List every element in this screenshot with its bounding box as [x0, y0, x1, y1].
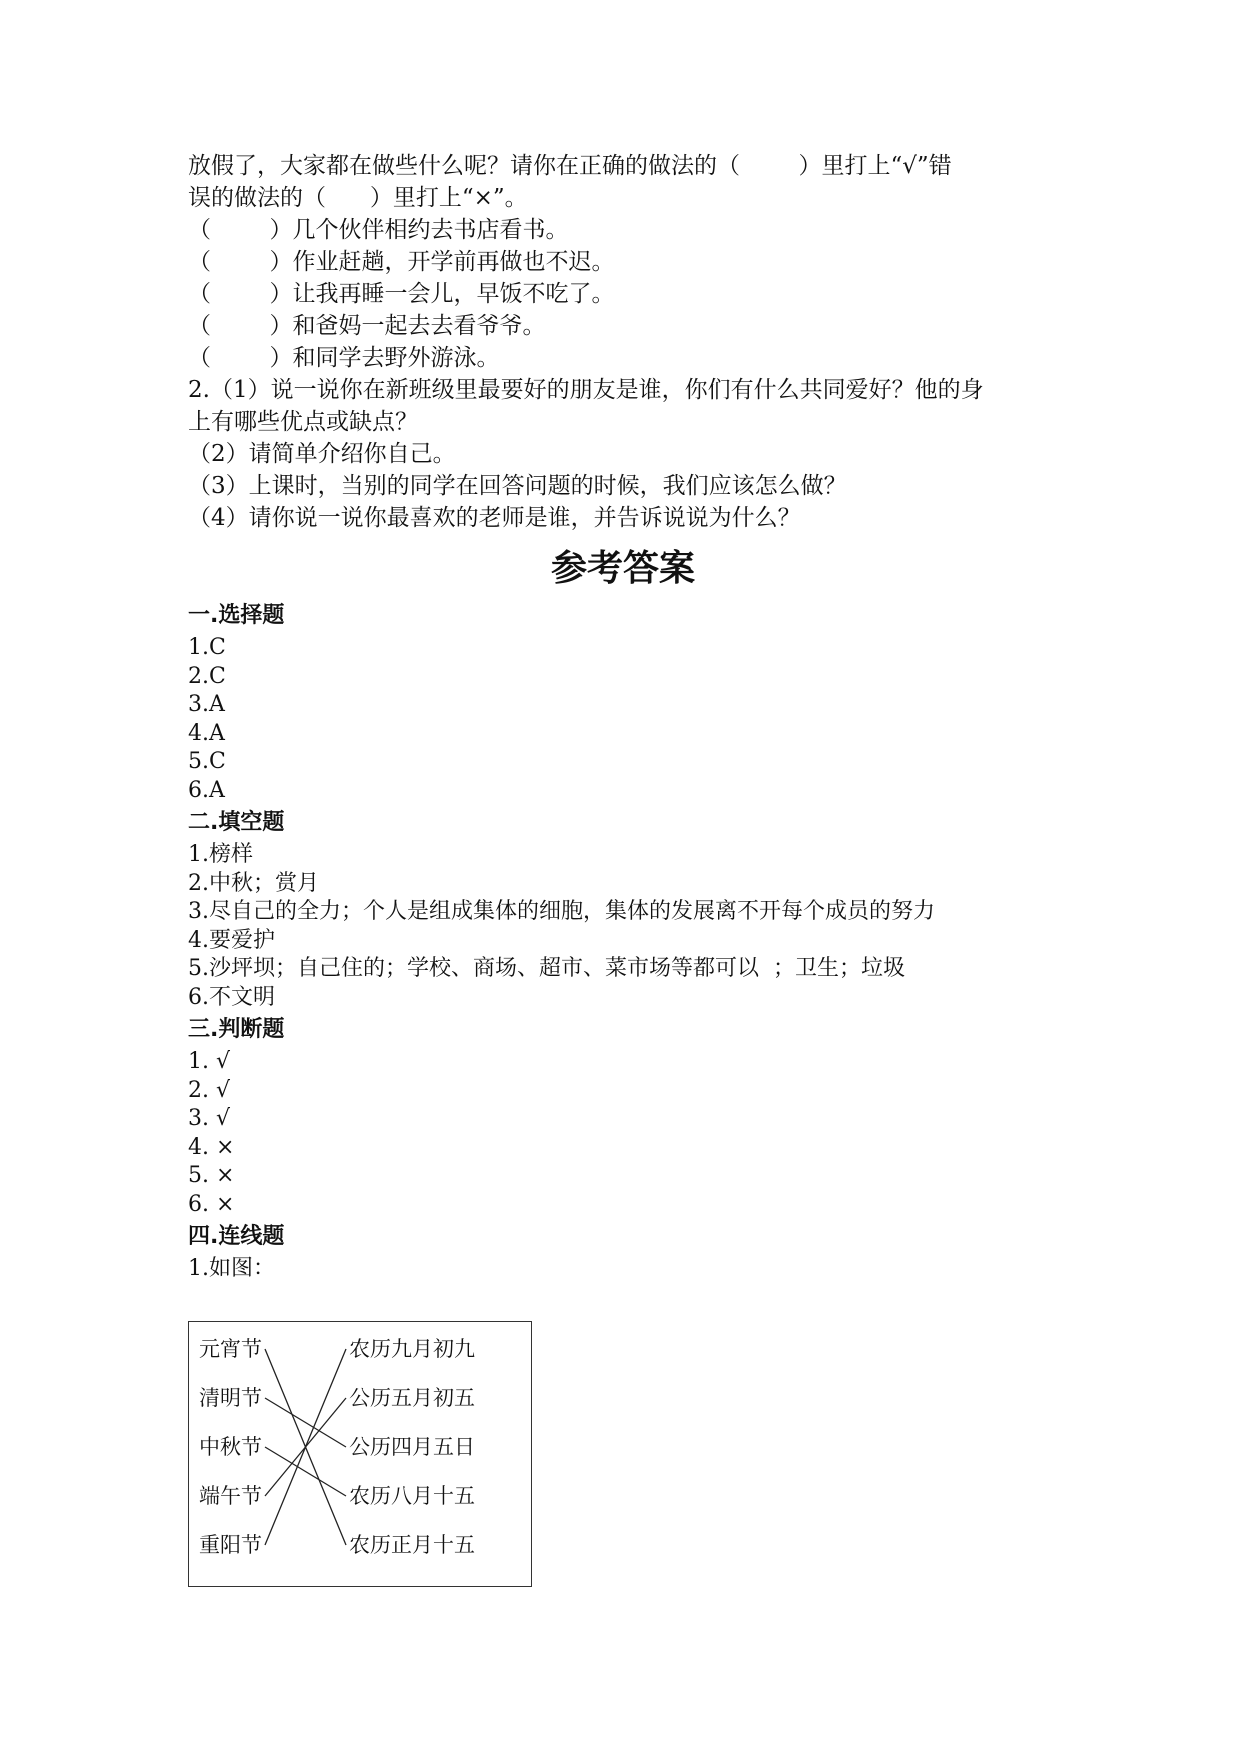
question-2-part: （3）上课时，当别的同学在回答问题的时候，我们应该怎么做？ [188, 473, 847, 499]
answer-item: 5. × [188, 1163, 235, 1188]
diagram-left-label: 重阳节 [199, 1533, 262, 1557]
question-2-part: （2）请简单介绍你自己。 [188, 441, 456, 467]
answer-title: 参考答案 [550, 547, 695, 589]
matching-diagram [188, 1321, 532, 1587]
answer-item: 6.不文明 [188, 984, 275, 1010]
answer-item: 6. × [188, 1191, 235, 1217]
diagram-right-label: 农历八月十五 [349, 1484, 475, 1508]
answer-item: 3.尽自己的全力；个人是组成集体的细胞，集体的发展离不开每个成员的努力 [188, 899, 935, 924]
section-heading: 二.填空题 [188, 810, 285, 835]
question-2-line1: 2.（1）说一说你在新班级里最要好的朋友是谁，你们有什么共同爱好？他的身 [188, 377, 984, 403]
matching-lines-canvas [189, 1322, 533, 1588]
answer-item: 5.C [188, 749, 226, 774]
option-item: （ ）几个伙伴相约去书店看书。 [188, 217, 569, 243]
answer-item: 4.A [188, 720, 225, 746]
diagram-right-label: 公历四月五日 [349, 1435, 475, 1459]
answer-item: 3.A [188, 692, 225, 717]
answer-section-judge [188, 1014, 1058, 1219]
answer-section-fill [188, 807, 1058, 1012]
section-heading: 四.连线题 [188, 1224, 285, 1249]
answer-section-match [188, 1221, 1058, 1284]
option-item: （ ）作业赶趟，开学前再做也不迟。 [188, 249, 615, 275]
answer-item: 5.沙坪坝；自己住的；学校、商场、超市、菜市场等都可以 ；卫生；垃圾 [188, 956, 905, 981]
answer-item: 4. × [188, 1134, 235, 1160]
question-2-line2: 上有哪些优点或缺点？ [188, 409, 418, 435]
option-item: （ ）和爸妈一起去去看爷爷。 [188, 313, 546, 339]
option-item: （ ）让我再睡一会儿，早饭不吃了。 [188, 281, 615, 307]
worksheet-content [188, 150, 1058, 1284]
option-item: （ ）和同学去野外游泳。 [188, 345, 500, 371]
answer-item: 2.中秋；赏月 [188, 870, 319, 896]
answer-item: 2.C [188, 663, 226, 689]
answer-item: 1.榜样 [188, 842, 253, 867]
answer-item: 2. √ [188, 1077, 231, 1103]
diagram-left-label: 清明节 [199, 1386, 262, 1410]
answer-item: 1. √ [188, 1049, 231, 1074]
answer-item: 4.要爱护 [188, 927, 275, 953]
diagram-left-label: 中秋节 [199, 1435, 262, 1459]
section-heading: 一.选择题 [188, 603, 285, 628]
question-intro-line1: 放假了，大家都在做些什么呢？请你在正确的做法的（ ）里打上“√”错 [188, 153, 952, 179]
diagram-right-label: 农历九月初九 [349, 1337, 475, 1361]
answer-item: 3. √ [188, 1106, 231, 1131]
diagram-left-label: 元宵节 [199, 1337, 262, 1361]
answer-item: 1.如图： [188, 1256, 275, 1281]
section-heading: 三.判断题 [188, 1017, 285, 1042]
answer-item: 6.A [188, 777, 225, 803]
answer-section-choice [188, 600, 1058, 805]
diagram-connection-line [265, 1398, 346, 1447]
question-2-part: （4）请你说一说你最喜欢的老师是谁，并告诉说说为什么？ [188, 505, 801, 531]
diagram-right-label: 公历五月初五 [349, 1386, 475, 1410]
question-intro-line2: 误的做法的（ ）里打上“×”。 [188, 185, 528, 211]
diagram-left-label: 端午节 [199, 1484, 262, 1508]
answer-item: 1.C [188, 635, 226, 660]
diagram-connection-line [265, 1447, 346, 1496]
diagram-right-label: 农历正月十五 [349, 1533, 475, 1557]
